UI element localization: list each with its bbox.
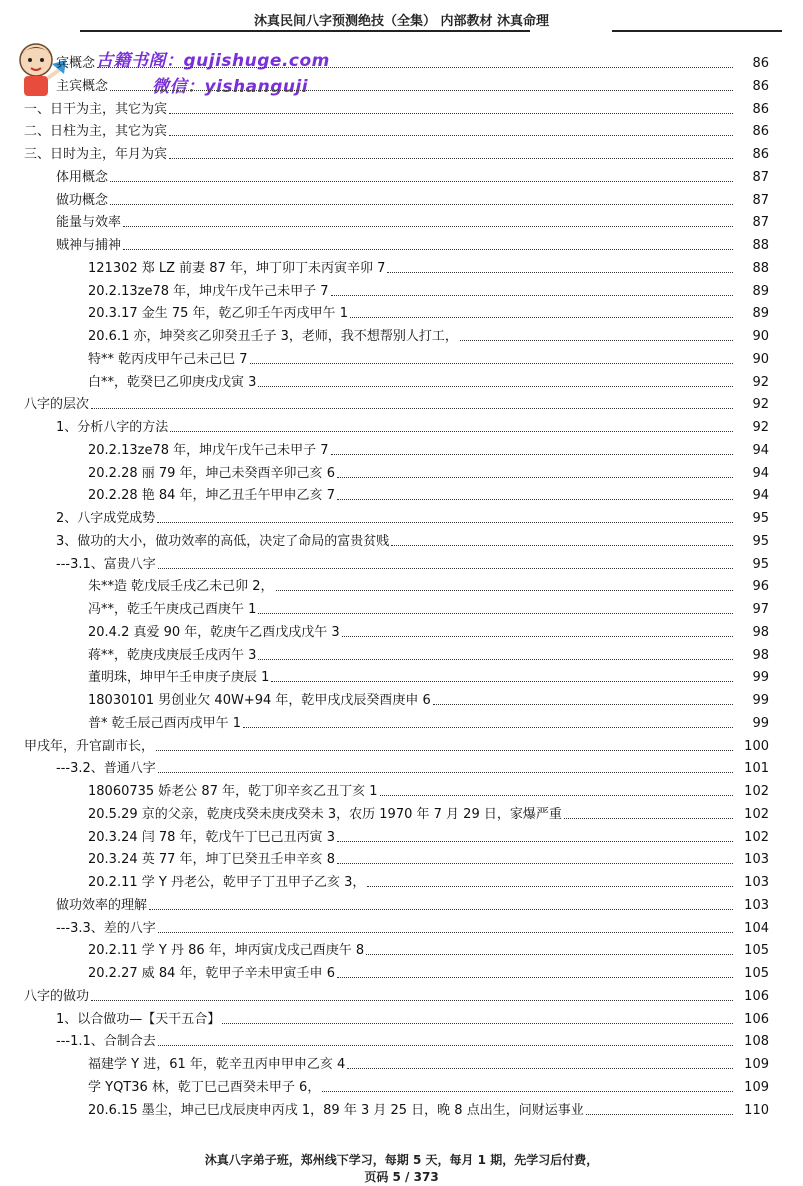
toc-entry-page: 101 <box>744 761 769 777</box>
toc-entry[interactable] <box>0 118 803 140</box>
toc-leader-dots <box>169 135 733 136</box>
toc-entry-page: 87 <box>752 192 769 208</box>
toc-entry[interactable] <box>0 937 803 959</box>
toc-entry[interactable] <box>0 1028 803 1050</box>
toc-leader-dots <box>110 181 733 182</box>
toc-entry-title: 八字的做功 <box>24 988 90 1004</box>
toc-entry[interactable] <box>0 209 803 231</box>
toc-leader-dots <box>91 1000 733 1001</box>
toc-entry-page: 86 <box>752 78 769 94</box>
page-number-value: 5 / 373 <box>392 1170 439 1184</box>
toc-entry[interactable] <box>0 232 803 254</box>
toc-entry[interactable] <box>0 437 803 459</box>
toc-leader-dots <box>391 545 733 546</box>
toc-entry-title: 二、日柱为主，其它为宾 <box>24 124 168 140</box>
toc-entry-title: 18060735 娇老公 87 年，乾丁卯辛亥乙丑丁亥 1 <box>88 784 378 799</box>
toc-entry-title: 20.4.2 真爱 90 年，乾庚午乙酉戊戌戊午 3 <box>88 624 340 640</box>
toc-entry-title: 20.3.17 金生 75 年，乾乙卯壬午丙戌甲午 1 <box>88 306 348 322</box>
toc-entry-title: 一、日干为主，其它为宾 <box>24 101 168 117</box>
toc-entry-page: 86 <box>752 147 769 162</box>
toc-entry[interactable] <box>0 733 803 755</box>
toc-entry[interactable] <box>0 391 803 413</box>
toc-entry-title: ---3.2、普通八字 <box>56 761 156 777</box>
toc-entry[interactable] <box>0 824 803 846</box>
toc-leader-dots <box>170 431 733 432</box>
toc-entry[interactable] <box>0 1051 803 1073</box>
toc-leader-dots <box>156 750 733 751</box>
toc-entry[interactable] <box>0 1074 803 1096</box>
toc-entry[interactable] <box>0 642 803 664</box>
toc-entry-page: 95 <box>752 511 769 526</box>
toc-entry-page: 86 <box>752 124 769 140</box>
toc-entry-title: ---3.1、富贵八字 <box>56 556 156 572</box>
toc-entry[interactable] <box>0 482 803 504</box>
toc-entry[interactable] <box>0 96 803 118</box>
toc-entry[interactable] <box>0 710 803 732</box>
watermark-wechat: 微信：yishanguji <box>152 77 309 97</box>
toc-entry-title: 白**，乾癸巳乙卯庚戌戊寅 3 <box>88 374 257 390</box>
toc-entry-page: 98 <box>752 624 769 640</box>
toc-entry-page: 88 <box>752 260 769 276</box>
toc-entry-page: 94 <box>752 488 769 504</box>
toc-entry-page: 89 <box>752 283 769 299</box>
toc-entry-title: 20.6.15 墨尘，坤己巳戊辰庚申丙戌 1，89 年 3 月 25 日，晚 8 点出生，问财运事业 <box>88 1102 584 1118</box>
toc-leader-dots <box>158 932 733 933</box>
toc-leader-dots <box>250 363 733 364</box>
toc-entry-title: 做功效率的理解 <box>56 897 148 913</box>
toc-entry-page: 106 <box>744 1011 769 1027</box>
toc-entry[interactable] <box>0 528 803 550</box>
toc-entry-page: 109 <box>744 1079 769 1095</box>
toc-entry[interactable] <box>0 892 803 914</box>
toc-entry-title: 20.6.1 亦，坤癸亥乙卯癸丑壬子 3，老师，我不想帮别人打工， <box>88 329 458 344</box>
toc-entry-page: 97 <box>752 602 769 617</box>
toc-leader-dots <box>367 886 733 887</box>
toc-entry[interactable] <box>0 369 803 391</box>
toc-entry-title: 宾概念 <box>56 56 96 71</box>
toc-entry-title: 冯**，乾壬午庚戌己酉庚午 1 <box>88 602 257 617</box>
toc-entry-title: 八字的层次 <box>24 397 90 413</box>
toc-entry[interactable] <box>0 1006 803 1028</box>
toc-leader-dots <box>366 954 733 955</box>
toc-entry-title: 1、分析八字的方法 <box>56 420 169 435</box>
toc-entry-page: 92 <box>752 374 769 390</box>
toc-entry-title: 20.2.27 威 84 年，乾甲子辛未甲寅壬申 6 <box>88 966 335 981</box>
toc-entry[interactable] <box>0 50 803 72</box>
toc-entry-page: 106 <box>744 988 769 1004</box>
toc-leader-dots <box>169 113 733 114</box>
toc-leader-dots <box>157 522 733 523</box>
toc-entry-title: 121302 郑 LZ 前妻 87 年，坤丁卯丁未丙寅辛卯 7 <box>88 260 386 276</box>
toc-leader-dots <box>337 499 733 500</box>
toc-entry-title: 20.2.28 艳 84 年，坤乙丑壬午甲申乙亥 7 <box>88 488 335 504</box>
toc-leader-dots <box>158 1045 733 1046</box>
toc-entry-title: 蒋**，乾庚戌庚辰壬戌丙午 3 <box>88 647 257 663</box>
toc-entry-page: 86 <box>752 101 769 117</box>
toc-entry-page: 92 <box>752 397 769 413</box>
header-rule-right <box>612 30 782 32</box>
toc-entry-title: 甲戌年，升官副市长， <box>24 738 155 754</box>
toc-entry-title: 朱**造 乾戊辰壬戌乙未己卯 2， <box>88 579 274 595</box>
toc-entry-page: 99 <box>752 715 769 731</box>
toc-entry-title: 主宾概念 <box>56 78 109 94</box>
toc-entry-title: 董明珠，坤甲午壬申庚子庚辰 1 <box>88 670 270 686</box>
toc-entry-title: 体用概念 <box>56 169 109 185</box>
toc-entry[interactable] <box>0 573 803 595</box>
toc-leader-dots <box>258 386 733 387</box>
toc-entry-page: 103 <box>744 852 769 868</box>
toc-entry-title: 普* 乾壬辰己酉丙戌甲午 1 <box>88 715 242 731</box>
toc-entry-page: 90 <box>752 329 769 344</box>
toc-leader-dots <box>337 841 733 842</box>
toc-leader-dots <box>331 454 733 455</box>
toc-entry-page: 110 <box>744 1102 769 1118</box>
toc-entry-title: 三、日时为主，年月为宾 <box>24 147 168 162</box>
toc-entry-page: 87 <box>752 215 769 231</box>
toc-entry[interactable] <box>0 983 803 1005</box>
toc-entry-title: 2、八字成党成势 <box>56 511 156 526</box>
toc-entry[interactable] <box>0 141 803 163</box>
toc-entry[interactable] <box>0 460 803 482</box>
toc-entry[interactable] <box>0 323 803 345</box>
toc-entry[interactable] <box>0 960 803 982</box>
toc-entry-page: 103 <box>744 897 769 913</box>
toc-entry-page: 100 <box>744 738 769 754</box>
toc-entry-title: 学 YQT36 林，乾丁巳己酉癸未甲子 6， <box>88 1079 321 1095</box>
toc-leader-dots <box>158 772 733 773</box>
toc-entry-title: 能量与效率 <box>56 215 122 231</box>
header-title: 沐真民间八字预测绝技（全集） 内部教材 沐真命理 <box>253 14 550 29</box>
toc-leader-dots <box>337 977 733 978</box>
toc-leader-dots <box>110 90 733 91</box>
toc-entry-page: 98 <box>752 647 769 663</box>
toc-entry-page: 104 <box>744 920 769 936</box>
toc-leader-dots <box>564 818 733 819</box>
toc-leader-dots <box>331 295 733 296</box>
toc-entry[interactable] <box>0 346 803 368</box>
toc-entry-page: 108 <box>744 1034 769 1050</box>
toc-entry-title: 20.2.11 学 Y 丹 86 年，坤丙寅戊戌己酉庚午 8 <box>88 943 365 959</box>
toc-leader-dots <box>271 681 733 682</box>
toc-entry[interactable] <box>0 869 803 891</box>
toc-entry[interactable] <box>0 619 803 641</box>
toc-entry[interactable] <box>0 755 803 777</box>
toc-entry-page: 86 <box>752 56 769 71</box>
toc-entry-title: 福建学 Y 进，61 年，乾辛丑丙申甲申乙亥 4 <box>88 1057 346 1072</box>
toc-entry[interactable] <box>0 505 803 527</box>
toc-entry-title: 20.3.24 英 77 年，坤丁巳癸丑壬申辛亥 8 <box>88 852 335 868</box>
toc-entry-title: 贼神与捕神 <box>56 238 122 253</box>
toc-entry[interactable] <box>0 73 803 95</box>
toc-leader-dots <box>460 340 733 341</box>
toc-entry-page: 102 <box>744 806 769 822</box>
toc-leader-dots <box>110 204 733 205</box>
toc-entry-title: 做功概念 <box>56 192 109 208</box>
toc-entry-title: 20.2.13ze78 年，坤戊午戊午己未甲子 7 <box>88 442 329 458</box>
toc-leader-dots <box>347 1068 733 1069</box>
toc-entry-page: 95 <box>752 556 769 572</box>
toc-leader-dots <box>91 408 733 409</box>
toc-entry-title: 20.5.29 京的父亲，乾庚戌癸未庚戌癸未 3，农历 1970 年 7 月 29 日，家爆严重 <box>88 806 562 822</box>
toc-entry[interactable] <box>0 414 803 436</box>
page-number <box>0 1168 803 1185</box>
toc-entry[interactable] <box>0 300 803 322</box>
toc-entry-title: 20.2.11 学 Y 丹老公，乾甲子丁丑甲子乙亥 3， <box>88 875 366 890</box>
toc-entry[interactable] <box>0 278 803 300</box>
toc-entry-title: 3、做功的大小，做功效率的高低，决定了命局的富贵贫贱 <box>56 533 390 549</box>
toc-entry[interactable] <box>0 846 803 868</box>
toc-entry-page: 88 <box>752 238 769 253</box>
toc-entry-page: 99 <box>752 693 769 708</box>
toc-leader-dots <box>433 704 733 705</box>
toc-entry-title: ---3.3、差的八字 <box>56 920 156 936</box>
toc-leader-dots <box>169 158 733 159</box>
toc-entry[interactable] <box>0 1097 803 1119</box>
toc-entry-title: 特** 乾丙戌甲午己未己巳 7 <box>88 351 248 367</box>
toc-entry-page: 87 <box>752 169 769 185</box>
toc-entry-page: 105 <box>744 943 769 959</box>
toc-leader-dots <box>243 727 733 728</box>
toc-entry-page: 103 <box>744 875 769 890</box>
toc-entry-title: ---1.1、合制合去 <box>56 1034 156 1050</box>
toc-entry-page: 109 <box>744 1057 769 1072</box>
footer-notice: 沐真八字弟子班，郑州线下学习，每期 5 天，每月 1 期，先学习后付费， <box>204 1153 599 1167</box>
toc-entry[interactable] <box>0 255 803 277</box>
toc-entry[interactable] <box>0 801 803 823</box>
toc-leader-dots <box>123 226 733 227</box>
toc-leader-dots <box>380 795 733 796</box>
toc-leader-dots <box>123 249 733 250</box>
toc-entry-page: 102 <box>744 784 769 799</box>
toc-entry-page: 105 <box>744 966 769 981</box>
toc-entry-page: 89 <box>752 306 769 322</box>
toc-entry-page: 102 <box>744 829 769 845</box>
toc-entry-title: 20.3.24 闫 78 年，乾戊午丁巳己丑丙寅 3 <box>88 829 335 845</box>
toc-entry[interactable] <box>0 551 803 573</box>
toc-leader-dots <box>97 67 733 68</box>
toc-leader-dots <box>350 317 733 318</box>
toc-leader-dots <box>342 636 733 637</box>
toc-entry-page: 96 <box>752 579 769 595</box>
toc-leader-dots <box>258 613 733 614</box>
toc-leader-dots <box>158 568 733 569</box>
toc-leader-dots <box>586 1114 733 1115</box>
toc-entry[interactable] <box>0 596 803 618</box>
toc-entry-title: 1、以合做功—【天干五合】 <box>56 1011 221 1027</box>
toc-entry[interactable] <box>0 915 803 937</box>
toc-entry[interactable] <box>0 164 803 186</box>
toc-leader-dots <box>337 477 733 478</box>
toc-entry-title: 20.2.13ze78 年，坤戊午戊午己未甲子 7 <box>88 283 329 299</box>
page-number-label: 页码 <box>364 1170 389 1184</box>
toc-leader-dots <box>222 1023 733 1024</box>
toc-leader-dots <box>387 272 733 273</box>
toc-entry-page: 94 <box>752 465 769 481</box>
toc-entry-page: 90 <box>752 351 769 367</box>
toc-entry-page: 95 <box>752 533 769 549</box>
toc-leader-dots <box>149 909 733 910</box>
toc-entry[interactable] <box>0 778 803 800</box>
toc-entry[interactable] <box>0 664 803 686</box>
toc-entry-page: 92 <box>752 420 769 435</box>
toc-entry-title: 18030101 男创业欠 40W+94 年，乾甲戌戊辰癸酉庚申 6 <box>88 693 431 708</box>
toc-leader-dots <box>322 1091 733 1092</box>
toc-leader-dots <box>276 590 733 591</box>
toc-entry[interactable] <box>0 187 803 209</box>
toc-entry-page: 99 <box>752 670 769 686</box>
toc-entry-page: 94 <box>752 442 769 458</box>
header-rule-left <box>80 30 530 32</box>
toc-entry[interactable] <box>0 687 803 709</box>
toc-leader-dots <box>258 659 733 660</box>
toc-entry-title: 20.2.28 丽 79 年，坤己未癸酉辛卯己亥 6 <box>88 465 335 481</box>
toc-leader-dots <box>337 863 733 864</box>
watermark-site: 古籍书阁：gujishuge.com <box>96 51 330 71</box>
